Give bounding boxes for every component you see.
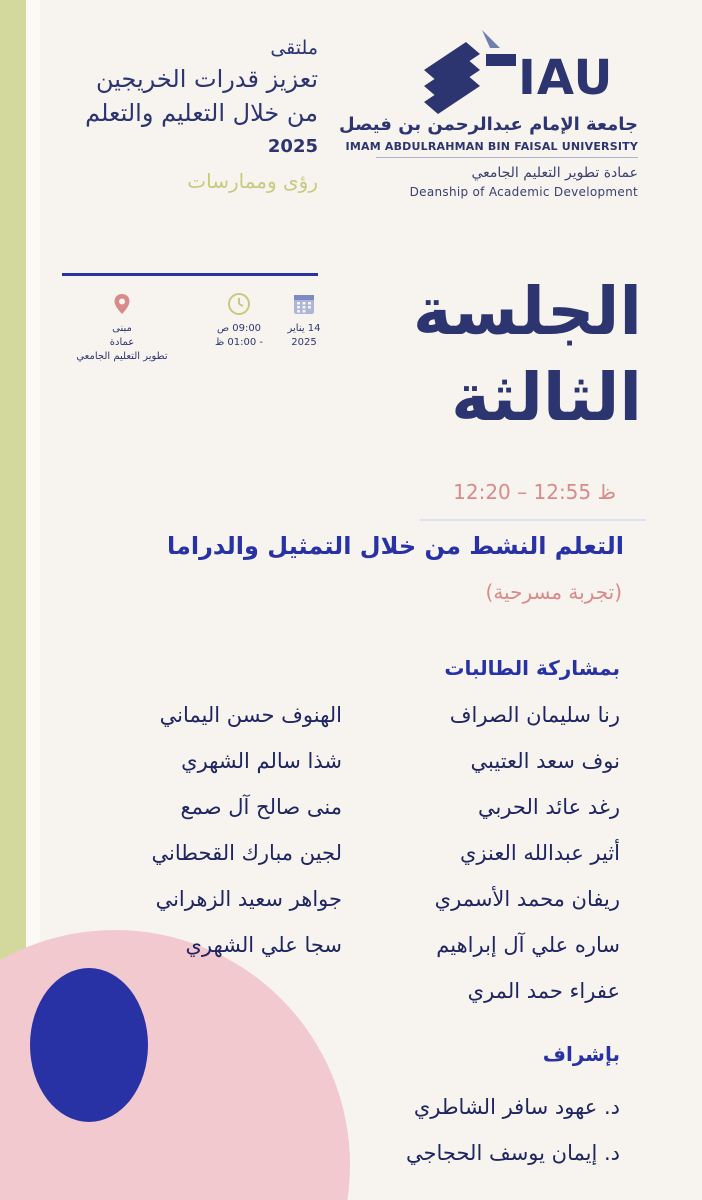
supervisor-name: د. إيمان يوسف الحجاجي — [406, 1141, 620, 1165]
deanship-name-english: Deanship of Academic Development — [409, 185, 638, 199]
session-topic-subtitle: (تجربة مسرحية) — [485, 580, 622, 604]
event-date-line-2: 2025 — [291, 337, 317, 348]
participant-name: رغد عائد الحربي — [477, 795, 620, 819]
participant-name: نوف سعد العتيبي — [470, 749, 620, 773]
forum-divider — [62, 273, 318, 276]
event-time — [184, 292, 294, 350]
session-topic: التعلم النشط من خلال التمثيل والدراما — [166, 532, 624, 560]
decorative-blue-oval — [30, 968, 148, 1122]
supervisor-name: د. عهود سافر الشاطري — [413, 1095, 620, 1119]
iau-emblem-icon — [420, 28, 518, 120]
event-location-line-1: مبنى — [112, 323, 132, 334]
participant-name: ريفان محمد الأسمري — [434, 887, 620, 911]
supervision-heading: بإشراف — [542, 1042, 620, 1066]
deanship-name-arabic: عمادة تطوير التعليم الجامعي — [471, 165, 638, 181]
event-time-line-2: - 01:00 ظ — [214, 337, 264, 348]
event-location-line-2: عمادة — [109, 337, 135, 348]
session-title — [413, 272, 642, 438]
participant-name: شذا سالم الشهري — [181, 749, 342, 773]
event-time-line-1: 09:00 ص — [216, 323, 262, 334]
participant-name: رنا سليمان الصراف — [449, 703, 620, 727]
forum-tagline: رؤى وممارسات — [187, 169, 318, 193]
university-logo — [339, 22, 638, 204]
clock-icon — [227, 292, 251, 316]
session-title-line-2: الثالثة — [451, 359, 642, 436]
event-location — [62, 292, 182, 364]
participant-name: ساره علي آل إبراهيم — [436, 933, 620, 957]
university-name-english: IMAM ABDULRAHMAN BIN FAISAL UNIVERSITY — [345, 140, 638, 153]
decorative-band-white — [26, 0, 40, 960]
location-pin-icon — [110, 292, 134, 316]
forum-label: ملتقى — [270, 37, 318, 59]
logo-wordmark: IAU — [518, 50, 614, 106]
participant-name: جواهر سعيد الزهراني — [155, 887, 342, 911]
session-time-range: 12:20 – 12:55 ظ — [453, 480, 616, 504]
university-name-arabic: جامعة الإمام عبدالرحمن بن فيصل — [339, 114, 638, 135]
participant-name: لجين مبارك القحطاني — [151, 841, 342, 865]
forum-title-line-2: من خلال التعليم والتعلم — [85, 99, 318, 127]
forum-title-line-1: تعزيز قدرات الخريجين — [96, 65, 318, 93]
calendar-icon — [292, 292, 316, 316]
decorative-band-green — [0, 0, 26, 960]
participants-heading: بمشاركة الطالبات — [444, 656, 620, 680]
forum-year: 2025 — [267, 136, 318, 157]
participant-name: منى صالح آل صمع — [180, 795, 342, 819]
logo-divider — [376, 157, 638, 158]
participant-name: الهنوف حسن اليماني — [159, 703, 342, 727]
event-date-line-1: 14 يناير — [287, 323, 321, 334]
forum-title — [60, 34, 318, 198]
participant-name: عفراء حمد المري — [467, 979, 620, 1003]
participant-name: سجا علي الشهري — [185, 933, 342, 957]
session-title-line-1: الجلسة — [412, 273, 642, 350]
event-location-line-3: تطوير التعليم الجامعي — [76, 351, 168, 362]
session-divider — [420, 519, 646, 521]
participant-name: أثير عبدالله العنزي — [459, 841, 620, 865]
